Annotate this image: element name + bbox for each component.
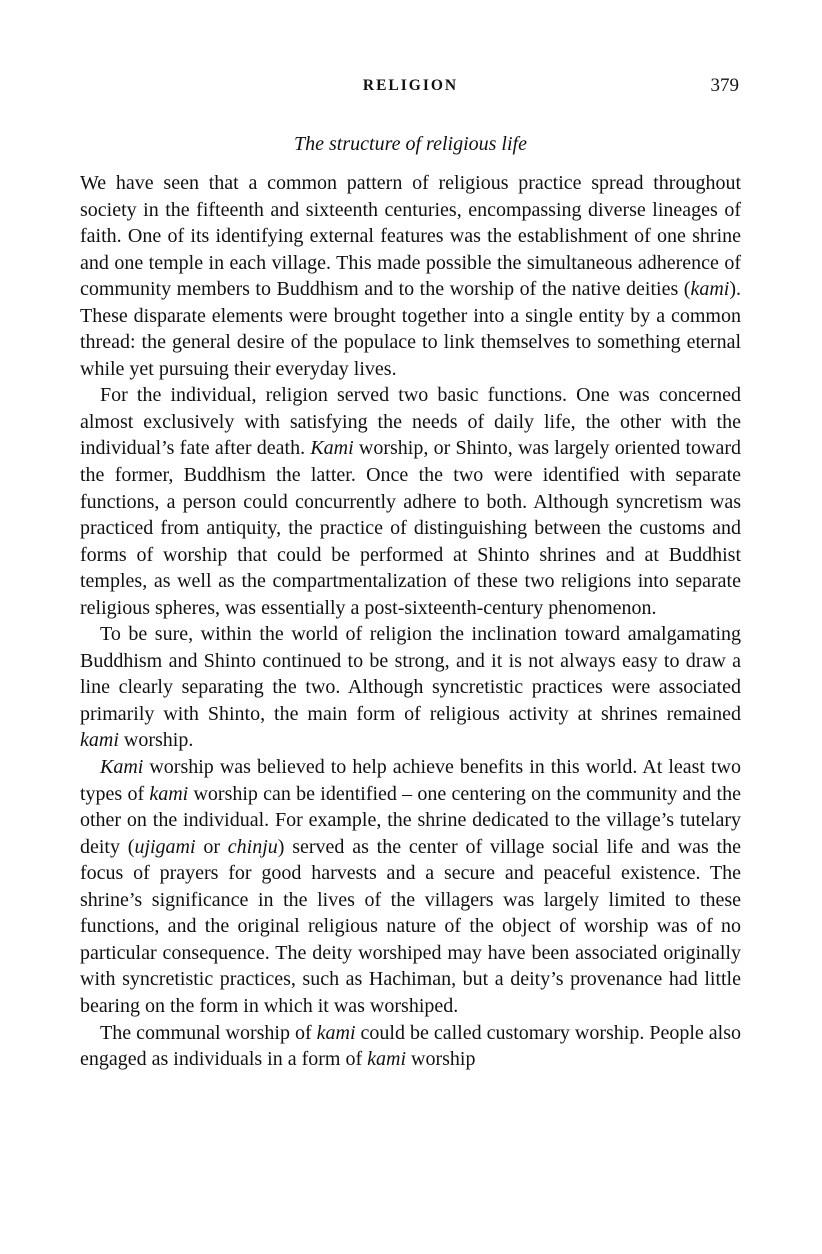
- page-number: 379: [710, 75, 739, 96]
- body-text: [80, 170, 741, 1073]
- paragraph: To be sure, within the world of religion the inclination toward amalgamating Buddhism and Shinto continued to be strong, and it is not always easy to draw a line clearly separating the two. Although syncretistic practices were associated primarily with Shinto, the main form of religious activity at shrines remained kami worship.: [80, 623, 741, 752]
- paragraph: The communal worship of kami could be called customary worship. People also engaged as individuals in a form of kami worship: [80, 1021, 742, 1071]
- running-header: [80, 74, 741, 98]
- paragraph: Kami worship was believed to help achieve benefits in this world. At least two types of kami worship can be identified – one centering on the community and the other on the individual. For example, the shrine dedicated to the village’s tutelary deity (ujigami or chinju) served as the center of village social life and was the focus of prayers for good harvests and a secure and peaceful existence. The shrine’s significance in the lives of the villagers was largely limited to these functions, and the original religious nature of the object of worship was of no particular consequence. The deity worshiped may have been associated originally with syncretistic practices, such as Hachiman, but a deity’s provenance had little bearing on the form in which it was worshiped.: [80, 756, 741, 1017]
- running-title: RELIGION: [362, 77, 459, 94]
- section-title: The structure of religious life: [294, 133, 527, 155]
- paragraph: We have seen that a common pattern of religious practice spread throughout society in the fifteenth and sixteenth centuries, encompassing diverse lineages of faith. One of its identifying external features was the establishment of one shrine and one temple in each village. This made possible the simultaneous adherence of community members to Buddhism and to the worship of the native deities (kami). These disparate elements were brought together into a single entity by a common thread: the general desire of the populace to link themselves to something eternal while yet pursuing their everyday lives.: [80, 172, 741, 380]
- paragraph: For the individual, religion served two basic functions. One was concerned almost exclusively with satisfying the needs of daily life, the other with the individual’s fate after death. Kami worship, or Shinto, was largely oriented toward the former, Buddhism the latter. Once the two were identified with separate functions, a person could concurrently adhere to both. Although syncretism was practiced from antiquity, the practice of distinguishing between the customs and forms of worship that could be performed at Shinto shrines and at Buddhist temples, as well as the compartmentalization of these two religions into separate religious spheres, was essentially a post-sixteenth-century phenomenon.: [80, 384, 741, 619]
